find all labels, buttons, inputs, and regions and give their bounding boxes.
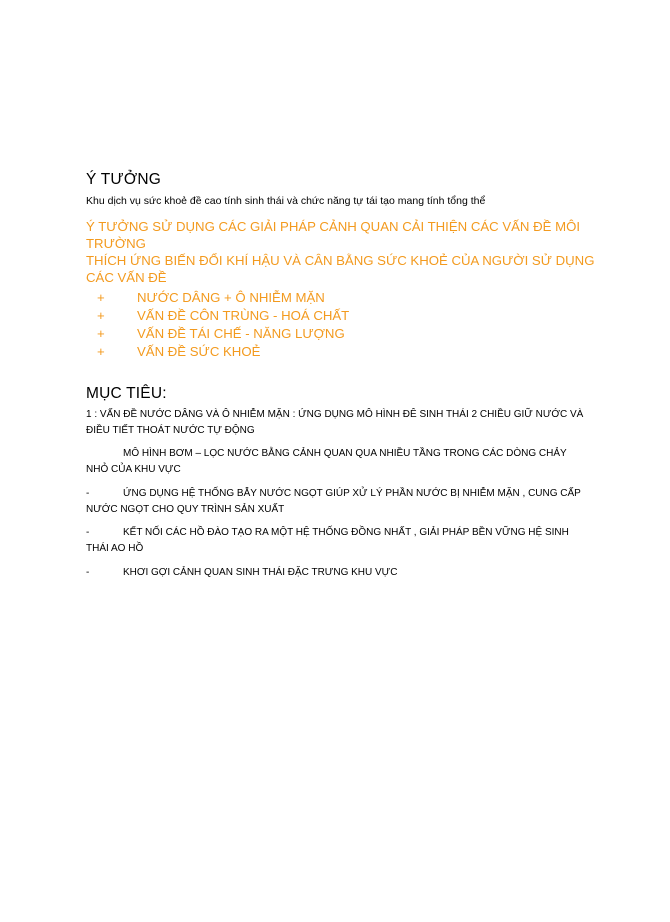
plus-bullet: + [97,308,105,323]
dash-bullet: - [86,488,90,499]
goal-text: MÔ HÌNH BƠM – LỌC NƯỚC BẰNG CẢNH QUAN QUA NHIỀU TẦNG TRONG CÁC DÒNG CHẢY [123,448,567,459]
goal-text: KẾT NỐI CÁC HỒ ĐÀO TẠO RA MỘT HỆ THỐNG ĐỒNG NHẤT , GIẢI PHÁP BỀN VỮNG HỆ SINH [123,527,569,538]
dash-row [86,486,596,502]
idea-heading: Ý TƯỞNG [86,171,162,188]
goal-item-3 [86,486,596,518]
orange-line: CÁC VẤN ĐỀ [86,270,167,285]
plus-bullet: + [97,344,105,359]
bullet-text: NƯỚC DÂNG + Ô NHIỄM MẶN [137,290,325,305]
bullet-text: VẤN ĐỀ CÔN TRÙNG - HOÁ CHẤT [137,308,350,323]
bullet-text: VẤN ĐỀ SỨC KHOẺ [137,344,261,359]
goal-item-2 [86,446,596,478]
dash-row [86,565,596,581]
dash-row [86,525,596,541]
goal-item-5 [86,565,596,581]
idea-bullet-list [97,289,349,361]
orange-line: TRƯỜNG [86,236,146,251]
bullet-item [97,307,349,325]
plus-bullet: + [97,326,105,341]
orange-line: Ý TƯỞNG SỬ DỤNG CÁC GIẢI PHÁP CẢNH QUAN CẢI THIỆN CÁC VẤN ĐỀ MÔI [86,219,581,234]
orange-line: THÍCH ỨNG BIẾN ĐỔI KHÍ HẬU VÀ CÂN BẰNG SỨC KHOẺ CỦA NGƯỜI SỬ DỤNG [86,253,595,268]
goal-text: ĐIỀU TIẾT THOÁT NƯỚC TỰ ĐỘNG [86,425,255,436]
goal-item-4 [86,525,596,557]
goal-text: ỨNG DỤNG HỆ THỐNG BẪY NƯỚC NGỌT GIÚP XỬ LÝ PHẦN NƯỚC BỊ NHIỄM MẶN , CUNG CẤP [123,488,581,499]
plus-bullet: + [97,290,105,305]
goal-text: NƯỚC NGỌT CHO QUY TRÌNH SẢN XUẤT [86,504,285,515]
idea-orange-block [86,218,595,286]
dash-bullet: - [86,567,90,578]
bullet-item [97,325,349,343]
goal-text: NHỎ CỦA KHU VỰC [86,464,181,475]
goal-text: 1 : VẤN ĐỀ NƯỚC DÂNG VÀ Ô NHIỄM MẶN : ỨNG DỤNG MÔ HÌNH ĐÊ SINH THÁI 2 CHIỀU GIỮ NƯỚC VÀ [86,409,584,420]
bullet-text: VẤN ĐỀ TÁI CHẾ - NĂNG LƯỢNG [137,326,345,341]
dash-bullet: - [86,527,90,538]
goal-text: THÁI AO HỒ [86,543,144,554]
goal-text: KHƠI GỢI CẢNH QUAN SINH THÁI ĐẶC TRƯNG KHU VỰC [123,567,398,578]
bullet-item [97,289,349,307]
bullet-item [97,343,349,361]
goal-heading: MỤC TIÊU: [86,385,167,402]
goal-item-1 [86,407,596,439]
idea-subtitle: Khu dịch vụ sức khoẻ đề cao tính sinh thái và chức năng tự tái tạo mang tính tổng thể [86,195,486,207]
